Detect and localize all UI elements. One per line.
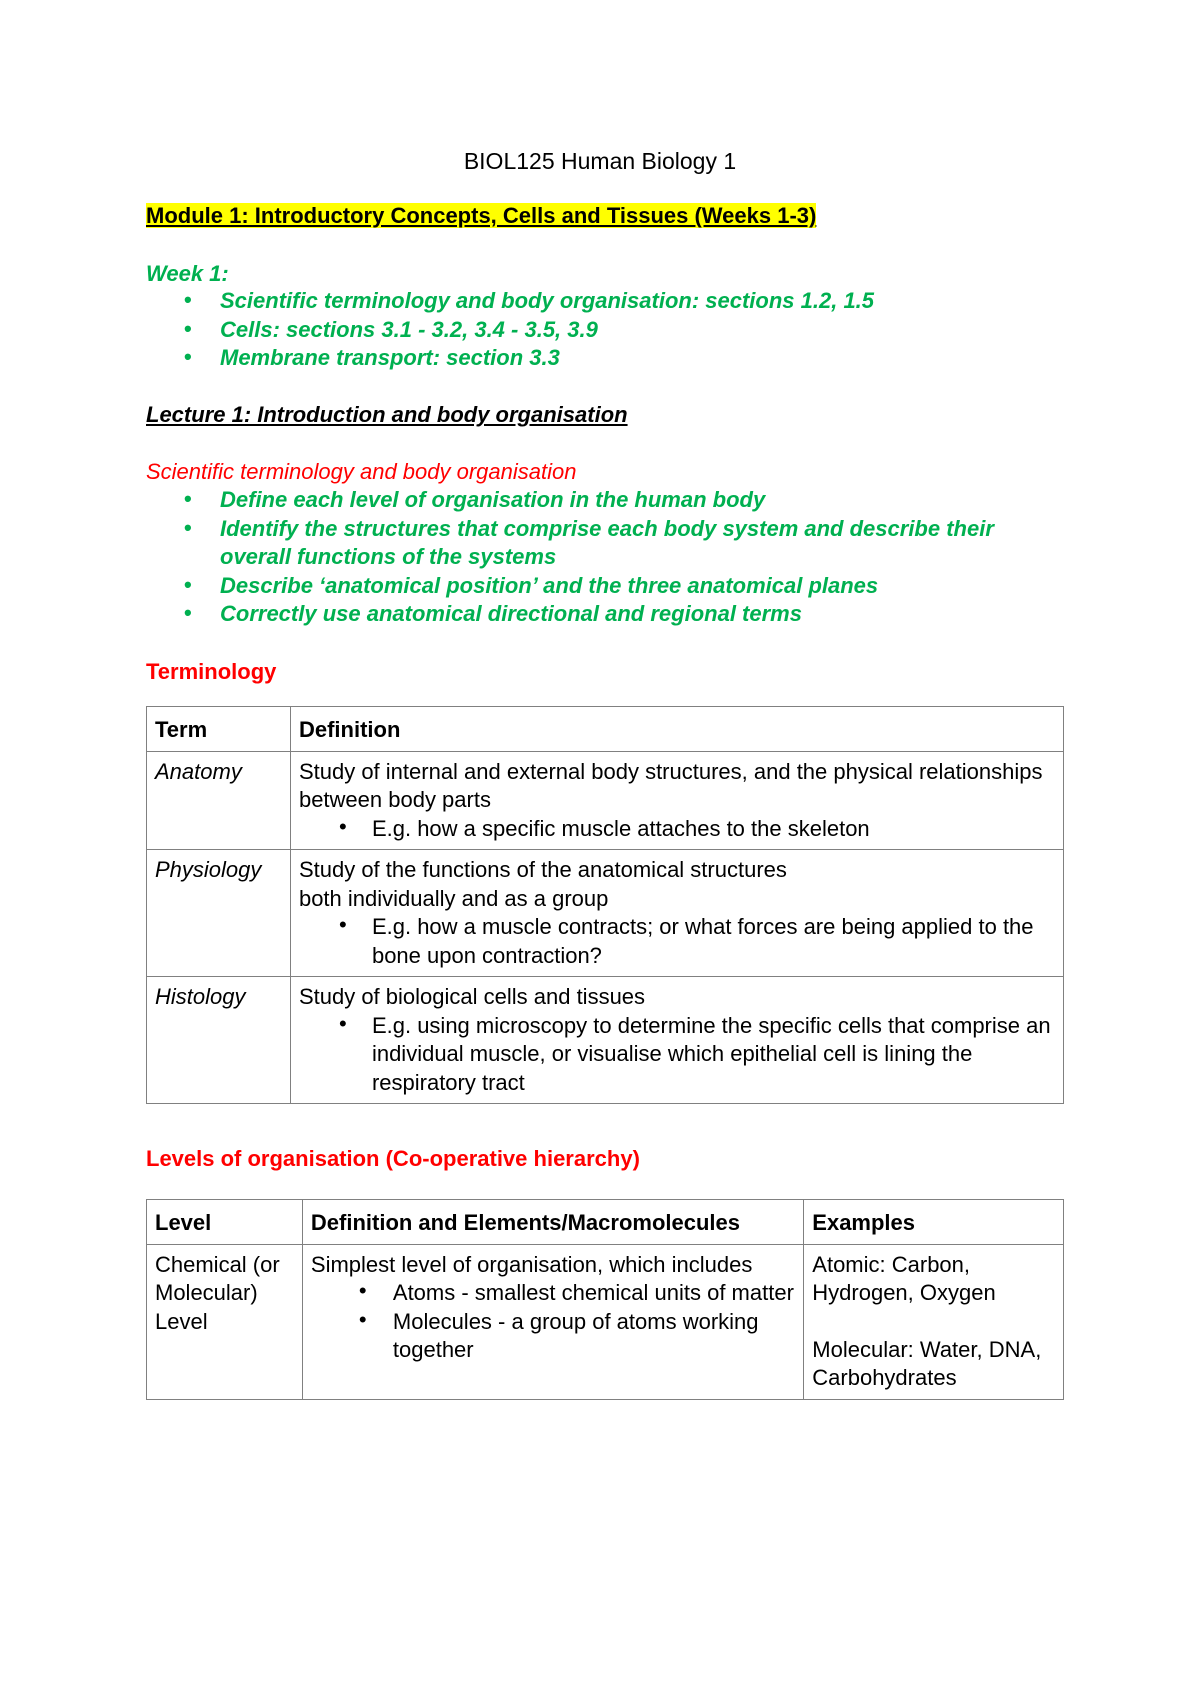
list-item: • Describe ‘anatomical position’ and the three anatomical planes	[146, 572, 1046, 601]
objectives-list	[146, 486, 1046, 629]
definition-cell	[290, 977, 1063, 1104]
levels-heading: Levels of organisation (Co-operative hierarchy)	[146, 1146, 640, 1171]
table-row	[147, 977, 1064, 1104]
level-cell: Chemical (or Molecular) Level	[147, 1244, 303, 1399]
column-header: Level	[147, 1200, 303, 1245]
module-heading-text: Module 1: Introductory Concepts, Cells and Tissues (Weeks 1-3)	[146, 203, 817, 228]
list-item: • Correctly use anatomical directional and regional terms	[146, 600, 1046, 629]
table-header-row	[147, 1200, 1064, 1245]
definition-text: Simplest level of organisation, which includes	[310, 1251, 753, 1277]
module-heading	[146, 203, 816, 229]
week-label: Week 1:	[146, 261, 229, 286]
table-row	[147, 751, 1064, 850]
example-list	[299, 815, 1055, 844]
list-item: • E.g. using microscopy to determine the specific cells that comprise an individual muscle, or visualise which epithelial cell is lining the respiratory tract	[299, 1012, 1055, 1098]
definition-text: Study of internal and external body structures, and the physical relationships between body parts	[298, 758, 1043, 812]
week-reading-list	[146, 287, 1046, 373]
objectives-heading: Scientific terminology and body organisation	[146, 459, 577, 484]
example-text: Molecular: Water, DNA, Carbohydrates	[812, 1336, 1042, 1390]
lecture-heading: Lecture 1: Introduction and body organisation	[146, 402, 628, 427]
levels-table	[146, 1199, 1064, 1400]
document-title: BIOL125 Human Biology 1	[463, 148, 737, 174]
list-item: • E.g. how a specific muscle attaches to the skeleton	[299, 815, 1055, 844]
column-header: Definition and Elements/Macromolecules	[302, 1200, 803, 1245]
table-row	[147, 1244, 1064, 1399]
list-item: • Membrane transport: section 3.3	[146, 344, 1046, 373]
column-header: Definition	[290, 707, 1063, 752]
definition-text: Study of the functions of the anatomical structures	[298, 857, 787, 882]
definition-cell	[290, 850, 1063, 977]
terminology-table	[146, 706, 1064, 1104]
definition-text: Study of biological cells and tissues	[298, 984, 646, 1009]
column-header: Term	[147, 707, 291, 752]
element-list	[311, 1279, 795, 1365]
column-header: Examples	[804, 1200, 1064, 1245]
example-text: Atomic: Carbon, Hydrogen, Oxygen	[812, 1251, 996, 1305]
list-item: • Define each level of organisation in the human body	[146, 486, 1046, 515]
term-cell: Anatomy	[147, 751, 291, 850]
list-item: • Identify the structures that comprise each body system and describe their overall functions of the systems	[146, 515, 1005, 572]
list-item: • Atoms - smallest chemical units of matter	[311, 1279, 795, 1308]
table-header-row	[147, 707, 1064, 752]
example-list	[299, 913, 1055, 970]
table-row	[147, 850, 1064, 977]
spacer	[812, 1308, 1055, 1336]
definition-cell	[290, 751, 1063, 850]
list-item: • Cells: sections 3.1 - 3.2, 3.4 - 3.5, 3.9	[146, 316, 1046, 345]
list-item: • E.g. how a muscle contracts; or what forces are being applied to the bone upon contraction?	[299, 913, 1055, 970]
term-cell: Histology	[147, 977, 291, 1104]
definition-text: both individually and as a group	[298, 885, 609, 911]
example-list	[299, 1012, 1055, 1098]
terminology-heading: Terminology	[146, 659, 277, 684]
definition-cell	[302, 1244, 803, 1399]
list-item: • Molecules - a group of atoms working together	[311, 1308, 795, 1365]
list-item: • Scientific terminology and body organisation: sections 1.2, 1.5	[146, 287, 1046, 316]
examples-cell	[804, 1244, 1064, 1399]
term-cell: Physiology	[147, 850, 291, 977]
